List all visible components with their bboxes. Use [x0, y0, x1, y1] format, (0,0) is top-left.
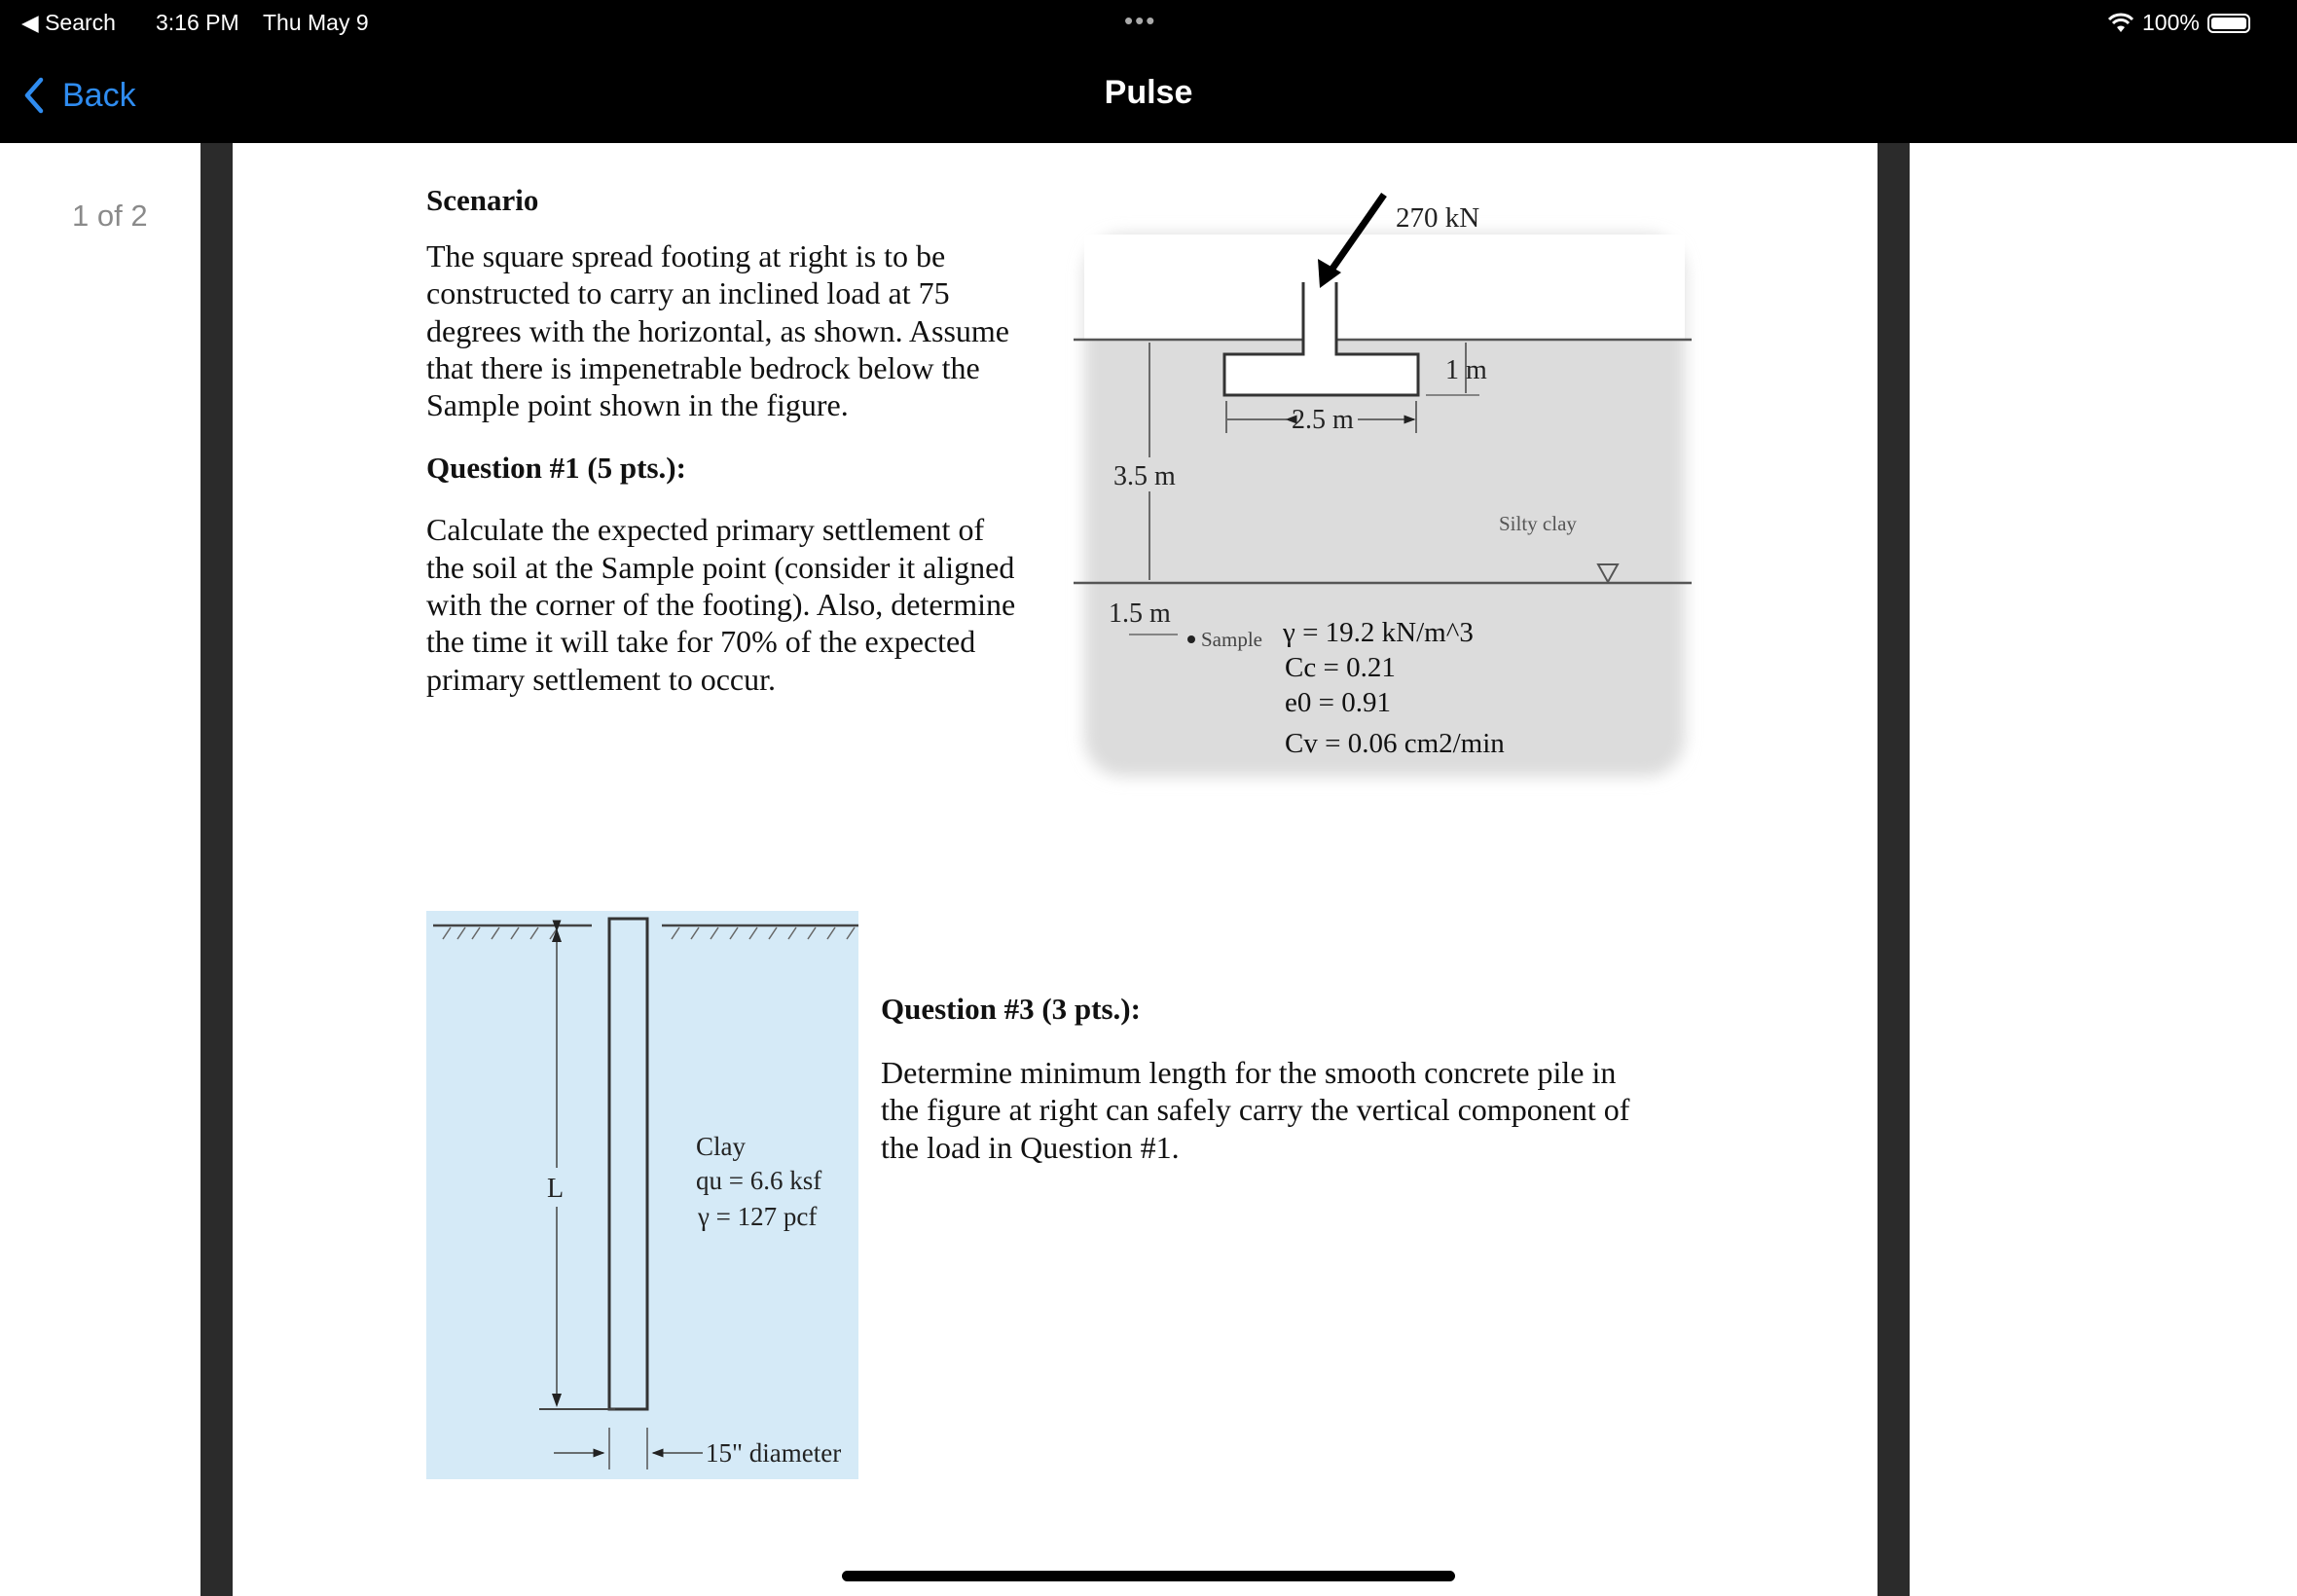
app-title: Pulse [1104, 74, 1193, 111]
sample-depth-label: 1.5 m [1109, 598, 1171, 629]
text-line: the soil at the Sample point (consider it aligned [426, 549, 1015, 585]
sample-point [1187, 635, 1195, 643]
page-indicator: 1 of 2 [72, 199, 148, 233]
pile-background [426, 911, 858, 1479]
text-line: Determine minimum length for the smooth concrete pile in [881, 1055, 1617, 1090]
soil-label: Silty clay [1499, 512, 1577, 535]
column-gap [1305, 338, 1334, 357]
text-line: the figure at right can safely carry the vertical component of [881, 1092, 1630, 1128]
back-to-search[interactable]: ◀ Search [21, 10, 116, 35]
back-app-label: Search [45, 10, 116, 35]
sample-label: Sample [1201, 628, 1262, 651]
diameter-label: 15" diameter [706, 1438, 842, 1468]
home-indicator[interactable] [842, 1571, 1455, 1581]
e0-value: e0 = 0.91 [1285, 687, 1391, 718]
cv-value: Cv = 0.06 cm2/min [1285, 728, 1505, 759]
gamma-value: γ = 19.2 kN/m^3 [1283, 617, 1474, 648]
status-time: 3:16 PM [156, 10, 239, 35]
text-line: constructed to carry an inclined load at 75 [426, 275, 950, 311]
scenario-heading: Scenario [426, 183, 539, 217]
multitasking-dots[interactable]: ••• [1124, 6, 1157, 35]
text-line: Sample point shown in the figure. [426, 387, 849, 423]
q1-heading: Question #1 (5 pts.): [426, 451, 686, 486]
text-line: the load in Question #1. [881, 1129, 1180, 1165]
status-date: Thu May 9 [263, 10, 369, 35]
text-line: The square spread footing at right is to be [426, 238, 946, 273]
footing-width-label: 2.5 m [1292, 405, 1354, 435]
load-label: 270 kN [1396, 202, 1480, 234]
text-line: Calculate the expected primary settlement of [426, 512, 985, 548]
text-line: that there is impenetrable bedrock below the [426, 349, 980, 385]
text-line: degrees with the horizontal, as shown. Assume [426, 312, 1009, 348]
sky [1084, 235, 1685, 340]
gamma-value: γ = 127 pcf [698, 1202, 818, 1231]
cc-value: Cc = 0.21 [1285, 652, 1396, 683]
back-label: Back [62, 76, 136, 114]
pile-figure [426, 911, 858, 1479]
text-line: with the corner of the footing). Also, determine [426, 587, 1016, 623]
qu-value: qu = 6.6 ksf [696, 1166, 822, 1195]
q3-heading: Question #3 (3 pts.): [881, 992, 1141, 1026]
water-depth-label: 3.5 m [1113, 461, 1176, 491]
footing-figure [1074, 195, 1692, 777]
soil-label: Clay [696, 1132, 746, 1161]
text-line: the time it will take for 70% of the expected [426, 624, 976, 660]
length-label: L [547, 1174, 565, 1204]
footing-depth-label: 1 m [1445, 355, 1487, 385]
text-line: primary settlement to occur. [426, 661, 776, 697]
battery-percent: 100% [2142, 10, 2200, 35]
